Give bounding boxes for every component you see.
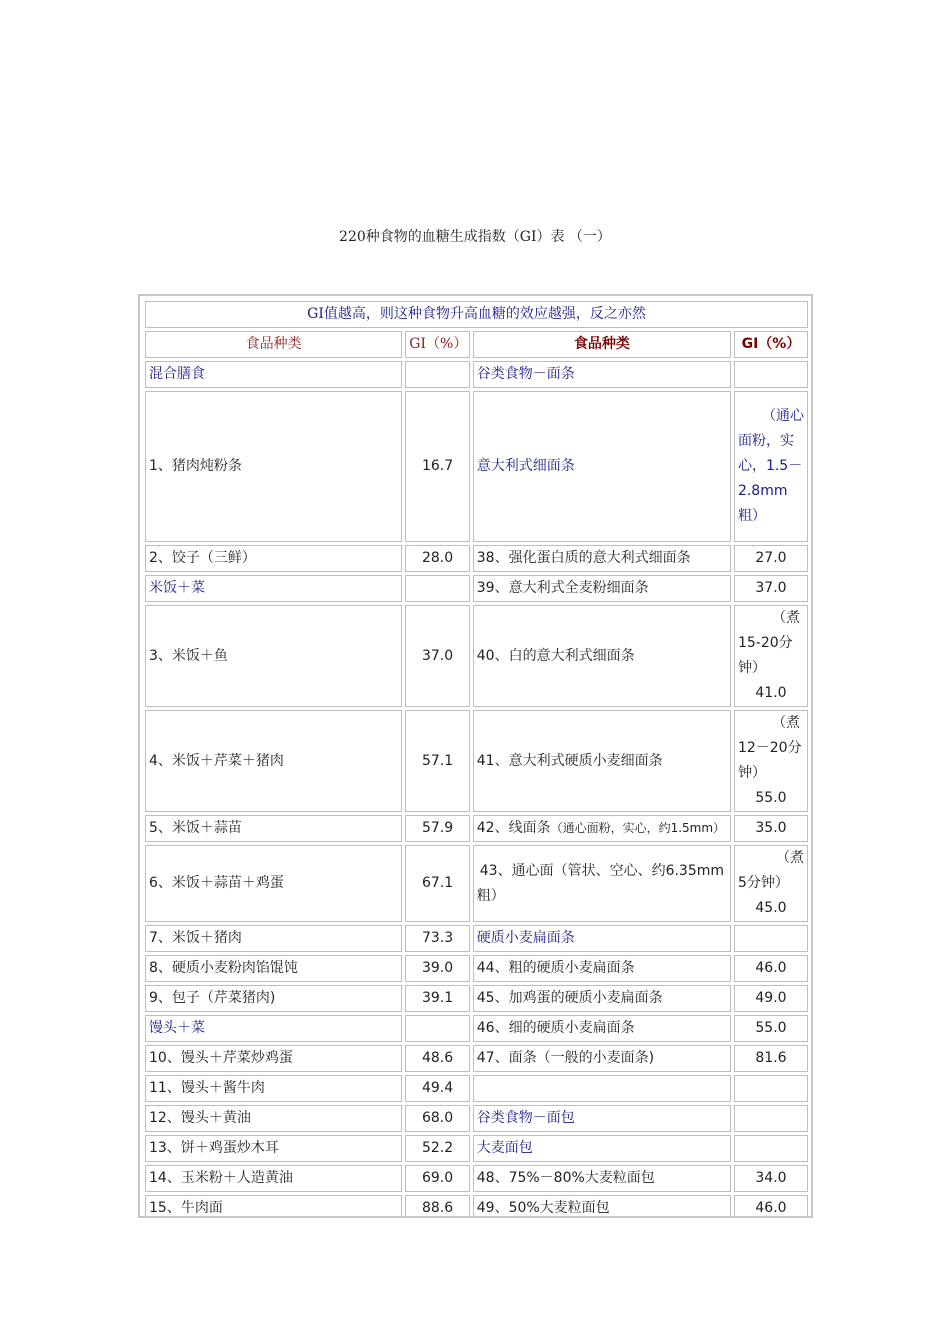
subcategory-cell: 硬质小麦扁面条	[473, 925, 731, 952]
food-cell: 45、加鸡蛋的硬质小麦扁面条	[473, 985, 731, 1012]
table-row	[145, 575, 808, 602]
table-row	[145, 1075, 808, 1102]
header-right-food: 食品种类	[473, 331, 731, 358]
gi-table	[142, 298, 811, 1218]
header-left-gi: GI（%）	[405, 331, 469, 358]
food-cell: 41、意大利式硬质小麦细面条	[473, 710, 731, 812]
table-row	[145, 710, 808, 812]
cooking-note: （煮5分钟）	[737, 850, 804, 891]
food-cell: 44、粗的硬质小麦扁面条	[473, 955, 731, 982]
gi-cell: 88.6	[405, 1195, 469, 1218]
gi-table-frame	[138, 294, 813, 1218]
food-cell	[473, 1075, 731, 1102]
food-cell: 48、75%－80%大麦粒面包	[473, 1165, 731, 1192]
table-row	[145, 391, 808, 542]
table-row	[145, 1165, 808, 1192]
gi-note-cell	[734, 605, 808, 707]
food-cell: 7、米饭＋猪肉	[145, 925, 402, 952]
food-cell: 6、米饭＋蒜苗＋鸡蛋	[145, 845, 402, 922]
gi-cell: 16.7	[405, 391, 469, 542]
food-cell: 8、硬质小麦粉肉馅馄饨	[145, 955, 402, 982]
gi-cell	[734, 1105, 808, 1132]
gi-cell	[405, 575, 469, 602]
gi-cell: 57.9	[405, 815, 469, 842]
food-cell: 49、50%大麦粒面包	[473, 1195, 731, 1218]
header-right-gi: GI（%）	[734, 331, 808, 358]
cooking-note: （煮15-20分钟）	[737, 610, 800, 676]
food-cell: 14、玉米粉＋人造黄油	[145, 1165, 402, 1192]
gi-cell: 37.0	[734, 575, 808, 602]
subcategory-cell: 大麦面包	[473, 1135, 731, 1162]
gi-cell: 27.0	[734, 545, 808, 572]
food-note: （通心面粉，实心，约1.5mm）	[550, 821, 726, 835]
food-cell: 38、强化蛋白质的意大利式细面条	[473, 545, 731, 572]
cooking-note: （煮12－20分钟）	[737, 715, 802, 781]
food-cell: 2、饺子（三鲜）	[145, 545, 402, 572]
gi-cell	[405, 361, 469, 388]
gi-cell: 49.0	[734, 985, 808, 1012]
table-row	[145, 1135, 808, 1162]
table-row	[145, 925, 808, 952]
gi-note-cell	[734, 845, 808, 922]
gi-cell: 46.0	[734, 955, 808, 982]
table-row	[145, 815, 808, 842]
gi-note-cell	[734, 710, 808, 812]
food-cell: 10、馒头＋芹菜炒鸡蛋	[145, 1045, 402, 1072]
gi-cell: 55.0	[734, 1015, 808, 1042]
food-cell: 11、馒头＋酱牛肉	[145, 1075, 402, 1102]
food-cell: 意大利式细面条	[473, 391, 731, 542]
gi-cell: 68.0	[405, 1105, 469, 1132]
food-cell: 43、通心面（管状、空心、约6.35mm粗）	[473, 845, 731, 922]
table-row	[145, 361, 808, 388]
gi-cell: 39.0	[405, 955, 469, 982]
table-caption: GI值越高，则这种食物升高血糖的效应越强，反之亦然	[145, 301, 808, 328]
gi-cell: 57.1	[405, 710, 469, 812]
table-row	[145, 605, 808, 707]
gi-value: 41.0	[755, 685, 787, 701]
subcategory-cell: 米饭＋菜	[145, 575, 402, 602]
category-cell: 谷类食物－面包	[473, 1105, 731, 1132]
gi-cell: 35.0	[734, 815, 808, 842]
gi-cell	[405, 1015, 469, 1042]
food-cell: 39、意大利式全麦粉细面条	[473, 575, 731, 602]
gi-note-cell: （通心面粉，实心，1.5－2.8mm粗）	[734, 391, 808, 542]
food-cell: 13、饼＋鸡蛋炒木耳	[145, 1135, 402, 1162]
table-row	[145, 545, 808, 572]
gi-cell: 67.1	[405, 845, 469, 922]
table-row	[145, 1105, 808, 1132]
gi-cell: 73.3	[405, 925, 469, 952]
food-cell: 47、面条（一般的小麦面条)	[473, 1045, 731, 1072]
food-cell: 4、米饭＋芹菜＋猪肉	[145, 710, 402, 812]
food-cell: 15、牛肉面	[145, 1195, 402, 1218]
header-left-food: 食品种类	[145, 331, 402, 358]
gi-cell: 48.6	[405, 1045, 469, 1072]
gi-cell: 69.0	[405, 1165, 469, 1192]
table-row	[145, 1015, 808, 1042]
gi-cell: 34.0	[734, 1165, 808, 1192]
food-cell: 1、猪肉炖粉条	[145, 391, 402, 542]
gi-cell: 49.4	[405, 1075, 469, 1102]
gi-cell: 46.0	[734, 1195, 808, 1218]
gi-cell: 39.1	[405, 985, 469, 1012]
subcategory-cell: 馒头＋菜	[145, 1015, 402, 1042]
food-cell	[473, 815, 731, 842]
gi-cell	[734, 361, 808, 388]
table-row	[145, 985, 808, 1012]
category-cell: 混合膳食	[145, 361, 402, 388]
food-cell: 12、馒头＋黄油	[145, 1105, 402, 1132]
food-name: 42、线面条	[476, 820, 551, 836]
food-cell: 40、白的意大利式细面条	[473, 605, 731, 707]
page-title: 220种食物的血糖生成指数（GI）表 （一）	[339, 229, 611, 245]
gi-cell: 37.0	[405, 605, 469, 707]
food-cell: 5、米饭＋蒜苗	[145, 815, 402, 842]
gi-cell	[734, 925, 808, 952]
gi-cell: 28.0	[405, 545, 469, 572]
table-row	[145, 845, 808, 922]
gi-cell	[734, 1135, 808, 1162]
category-cell: 谷类食物－面条	[473, 361, 731, 388]
gi-cell: 81.6	[734, 1045, 808, 1072]
gi-value: 45.0	[755, 900, 787, 916]
table-row	[145, 955, 808, 982]
food-cell: 3、米饭＋鱼	[145, 605, 402, 707]
gi-value: 55.0	[755, 790, 787, 806]
gi-cell	[734, 1075, 808, 1102]
food-cell: 9、包子（芹菜猪肉)	[145, 985, 402, 1012]
table-row	[145, 1195, 808, 1218]
food-cell: 46、细的硬质小麦扁面条	[473, 1015, 731, 1042]
table-row	[145, 1045, 808, 1072]
gi-cell: 52.2	[405, 1135, 469, 1162]
